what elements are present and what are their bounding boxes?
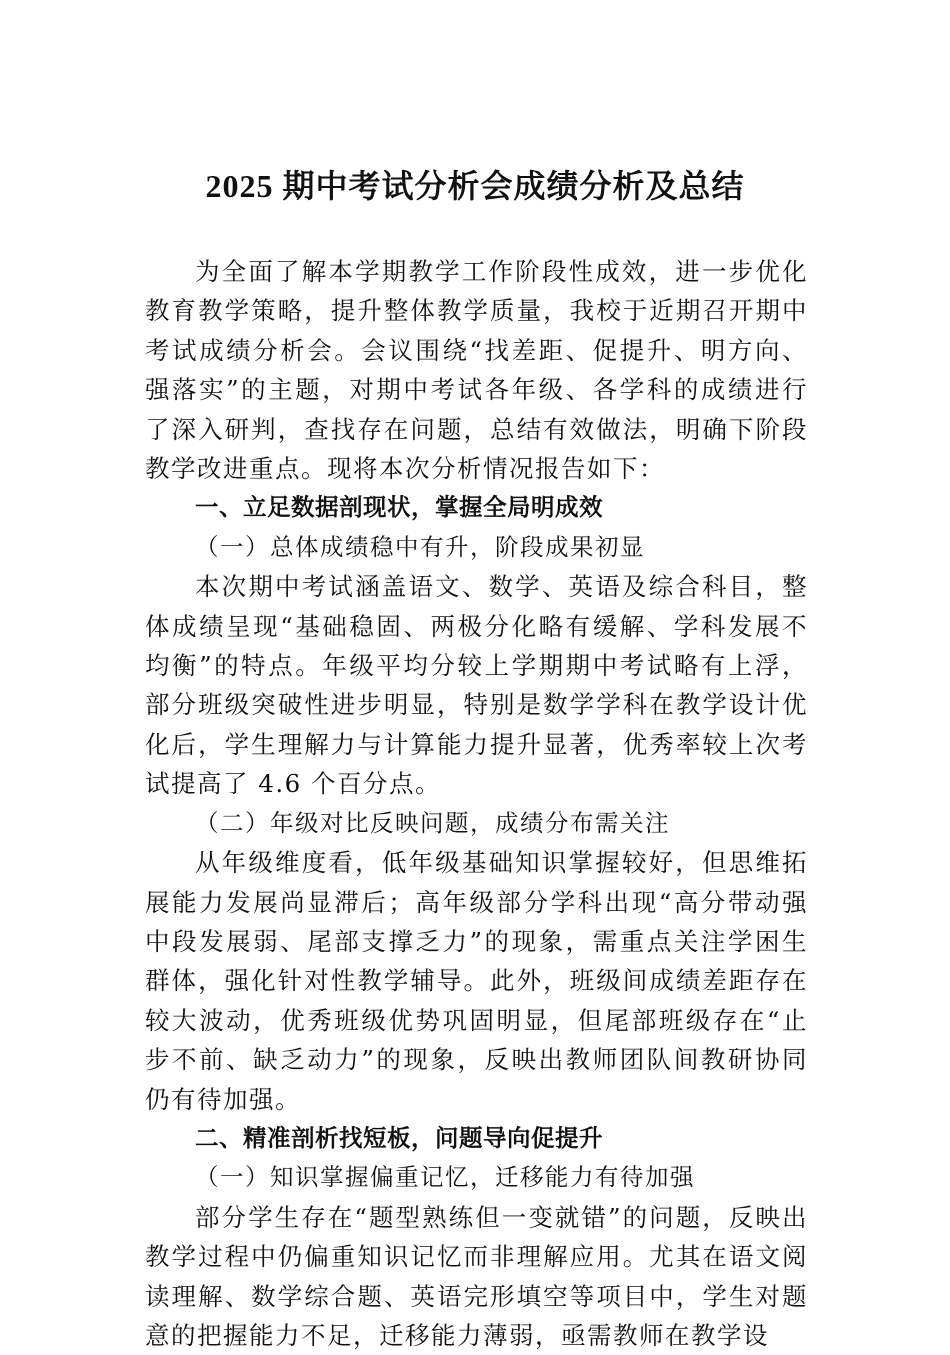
section-1-sub-2-heading: （二）年级对比反映问题，成绩分布需关注 bbox=[195, 808, 670, 837]
section-1-sub-1-paragraph: 本次期中考试涵盖语文、数学、英语及综合科目，整体成绩呈现“基础稳固、两极分化略有缓解、学科发展不均衡”的特点。年级平均分较上学期期中考试略有上浮，部分班级突破性进步明显，特别是数学学科在教学设计优化后，学生理解力与计算能力提升显著，优秀率较上次考试提高了 4.6 个百分点。 bbox=[145, 572, 808, 799]
section-1-sub-2-paragraph: 从年级维度看，低年级基础知识掌握较好，但思维拓展能力发展尚显滞后；高年级部分学科出现“高分带动强中段发展弱、尾部支撑乏力”的现象，需重点关注学困生群体，强化针对性教学辅导。此外，班级间成绩差距存在较大波动，优秀班级优势巩固明显，但尾部班级存在“止步不前、缺乏动力”的现象，反映出教师团队间教研协同仍有待加强。 bbox=[145, 848, 808, 1114]
section-2-heading: 二、精准剖析找短板，问题导向促提升 bbox=[195, 1123, 603, 1152]
section-1-heading: 一、立足数据剖现状，掌握全局明成效 bbox=[195, 493, 603, 522]
intro-paragraph: 为全面了解本学期教学工作阶段性成效，进一步优化教育教学策略，提升整体教学质量，我校于近期召开期中考试成绩分析会。会议围绕“找差距、促提升、明方向、强落实”的主题，对期中考试各年级、各学科的成绩进行了深入研判，查找存在问题，总结有效做法，明确下阶段教学改进重点。现将本次分析情况报告如下： bbox=[145, 257, 808, 484]
document-title: 2025 期中考试分析会成绩分析及总结 bbox=[205, 168, 745, 204]
document-body bbox=[145, 252, 808, 1355]
section-2-sub-1-heading: （一）知识掌握偏重记忆，迁移能力有待加强 bbox=[195, 1163, 695, 1192]
section-2-sub-1-paragraph: 部分学生存在“题型熟练但一变就错”的问题，反映出教学过程中仍偏重知识记忆而非理解应用。尤其在语文阅读理解、数学综合题、英语完形填空等项目中，学生对题意的把握能力不足，迁移能力薄弱，亟需教师在教学设 bbox=[145, 1202, 808, 1350]
section-1-sub-1-heading: （一）总体成绩稳中有升，阶段成果初显 bbox=[195, 532, 645, 561]
